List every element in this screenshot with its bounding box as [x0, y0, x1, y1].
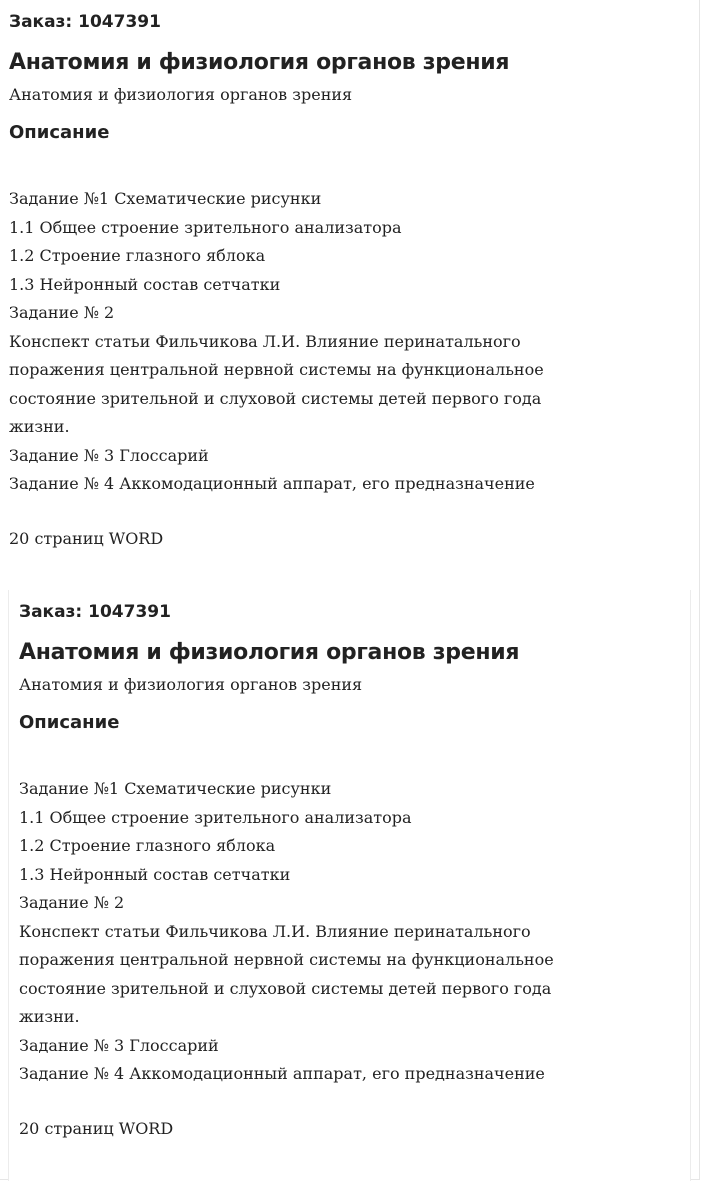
order-number: Заказ: 1047391 — [9, 12, 161, 32]
description-line: состояние зрительной и слуховой системы детей первого года — [19, 978, 552, 998]
description-heading: Описание — [19, 712, 120, 733]
description-line: 1.2 Строение глазного яблока — [19, 836, 276, 855]
order-title: Анатомия и физиология органов зрения — [19, 640, 520, 665]
description-line: поражения центральной нервной системы на функциональное — [19, 950, 554, 969]
order-title: Анатомия и физиология органов зрения — [9, 50, 510, 75]
description-heading: Описание — [9, 122, 110, 143]
order-card — [8, 590, 691, 1181]
description-line: 1.3 Нейронный состав сетчатки — [19, 864, 291, 884]
description-body — [9, 185, 699, 499]
description-line: Задание №1 Схематические рисунки — [19, 779, 332, 798]
description-line: Задание №1 Схематические рисунки — [9, 189, 322, 208]
description-body — [19, 775, 690, 1089]
description-line: жизни. — [9, 417, 70, 436]
description-line: Задание № 4 Аккомодационный аппарат, его предназначение — [9, 474, 535, 493]
page-count: 20 страниц WORD — [19, 1118, 174, 1138]
description-line: Задание № 4 Аккомодационный аппарат, его предназначение — [19, 1064, 545, 1083]
order-number: Заказ: 1047391 — [19, 602, 171, 622]
description-line: поражения центральной нервной системы на функциональное — [9, 360, 544, 379]
description-line: Задание № 2 — [19, 893, 125, 912]
description-line: жизни. — [19, 1007, 80, 1026]
page-count: 20 страниц WORD — [9, 528, 164, 548]
description-line: состояние зрительной и слуховой системы детей первого года — [9, 388, 542, 408]
description-line: 1.2 Строение глазного яблока — [9, 246, 266, 265]
description-line: Конспект статьи Фильчикова Л.И. Влияние перинатального — [9, 331, 521, 351]
description-line: 1.1 Общее строение зрительного анализатора — [19, 807, 412, 827]
description-line: Задание № 3 Глоссарий — [19, 1035, 219, 1055]
order-subtitle: Анатомия и физиология органов зрения — [19, 675, 363, 694]
description-line: Задание № 3 Глоссарий — [9, 445, 209, 465]
order-subtitle: Анатомия и физиология органов зрения — [9, 85, 353, 104]
description-line: 1.1 Общее строение зрительного анализатора — [9, 217, 402, 237]
description-line: 1.3 Нейронный состав сетчатки — [9, 274, 281, 294]
order-card — [0, 0, 699, 590]
description-line: Конспект статьи Фильчикова Л.И. Влияние перинатального — [19, 921, 531, 941]
description-line: Задание № 2 — [9, 303, 115, 322]
